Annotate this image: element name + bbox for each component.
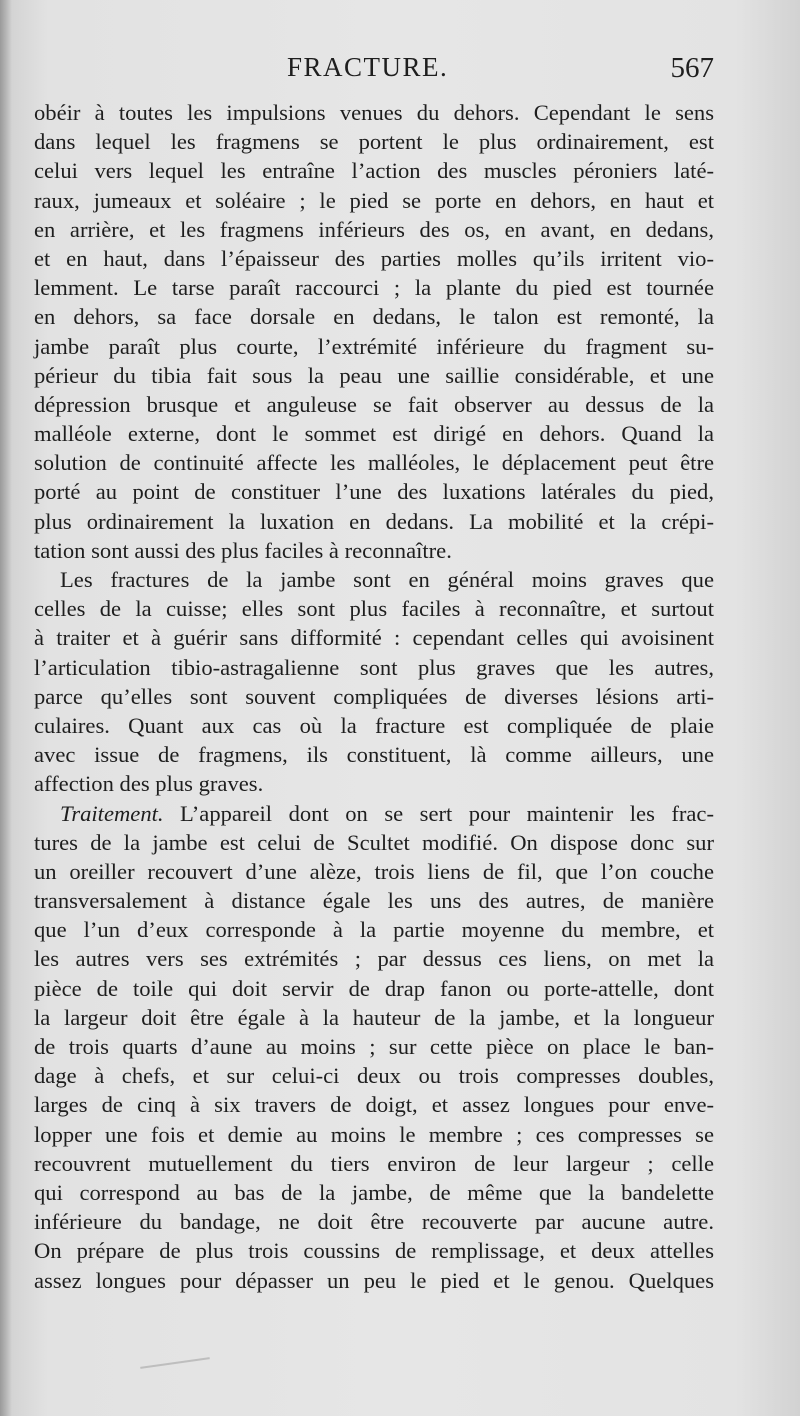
paragraph — [34, 565, 714, 799]
text-line: avec issue de fragmens, ils constituent, là comme ailleurs, une — [34, 742, 714, 768]
text-line: un oreiller recouvert d’une alèze, trois liens de fil, que l’on couche — [34, 858, 714, 884]
text-line: la largeur doit être égale à la hauteur de la jambe, et la longueur — [34, 1004, 714, 1030]
page-number: 567 — [670, 52, 714, 84]
text-line: dans lequel les fragmens se portent le plus ordinairement, est — [34, 129, 714, 155]
text-line: tures de la jambe est celui de Scultet modifié. On dispose donc sur — [34, 829, 714, 855]
text-line: larges de cinq à six travers de doigt, et assez longues pour enve- — [34, 1092, 714, 1118]
text-line: dépression brusque et anguleuse se fait observer au dessus de la — [34, 391, 714, 417]
paragraph — [34, 98, 714, 565]
text-line: recouvrent mutuellement du tiers environ de leur largeur ; celle — [34, 1150, 714, 1176]
text-line: qui correspond au bas de la jambe, de même que la bandelette — [34, 1179, 714, 1205]
running-title: FRACTURE. — [287, 52, 449, 82]
text-line: celui vers lequel les entraîne l’action des muscles péroniers laté- — [34, 158, 714, 184]
text-line: tation sont aussi des plus faciles à reconnaître. — [34, 537, 452, 563]
text-line: raux, jumeaux et soléaire ; le pied se porte en dehors, en haut et — [34, 187, 714, 213]
text-line: malléole externe, dont le sommet est dirigé en dehors. Quand la — [34, 421, 714, 447]
text-line: inférieure du bandage, ne doit être recouverte par aucune autre. — [34, 1209, 714, 1235]
text-line: culaires. Quant aux cas où la fracture est compliquée de plaie — [34, 712, 714, 738]
text-line: que l’un d’eux corresponde à la partie moyenne du membre, et — [34, 917, 714, 943]
body-text — [34, 98, 714, 1295]
text-line: parce qu’elles sont souvent compliquées de diverses lésions arti- — [34, 683, 714, 709]
text-line: Les fractures de la jambe sont en général moins graves que — [60, 567, 714, 592]
text-line: les autres vers ses extrémités ; par dessus ces liens, on met la — [34, 946, 714, 972]
text-line: On prépare de plus trois coussins de remplissage, et deux attelles — [34, 1238, 714, 1264]
page-header — [34, 52, 714, 92]
text-line: lemment. Le tarse paraît raccourci ; la plante du pied est tournée — [34, 275, 714, 301]
text-line: l’articulation tibio-astragalienne sont plus graves que les autres, — [34, 654, 714, 680]
text-line: solution de continuité affecte les malléoles, le déplacement peut être — [34, 450, 714, 476]
paragraph — [34, 799, 714, 1295]
text-line: plus ordinairement la luxation en dedans. La mobilité et la crépi- — [34, 508, 714, 534]
text-line: pièce de toile qui doit servir de drap fanon ou porte-attelle, dont — [34, 975, 714, 1001]
text-line — [34, 799, 714, 828]
line-text: L’appareil dont on se sert pour maintenir les frac- — [163, 800, 714, 826]
text-line: et en haut, dans l’épaisseur des parties molles qu’ils irritent vio- — [34, 245, 714, 271]
ink-mark — [140, 1357, 210, 1369]
text-line: périeur du tibia fait sous la peau une saillie considérable, et une — [34, 362, 714, 388]
section-label: Traitement. — [60, 800, 164, 826]
text-line: porté au point de constituer l’une des luxations latérales du pied, — [34, 479, 714, 505]
text-line: lopper une fois et demie au moins le membre ; ces compresses se — [34, 1121, 714, 1147]
text-line: jambe paraît plus courte, l’extrémité inférieure du fragment su- — [34, 333, 714, 359]
text-line: affection des plus graves. — [34, 771, 264, 797]
text-line: en dehors, sa face dorsale en dedans, le talon est remonté, la — [34, 304, 714, 330]
text-line: de trois quarts d’aune au moins ; sur cette pièce on place le ban- — [34, 1034, 714, 1059]
text-line: dage à chefs, et sur celui-ci deux ou trois compresses doubles, — [34, 1063, 714, 1089]
text-line: à traiter et à guérir sans difformité : cependant celles qui avoisinent — [34, 625, 714, 651]
text-line: en arrière, et les fragmens inférieurs des os, en avant, en dedans, — [34, 216, 714, 242]
text-line: transversalement à distance égale les uns des autres, de manière — [34, 888, 714, 914]
text-line: assez longues pour dépasser un peu le pied et le genou. Quelques — [34, 1267, 714, 1293]
text-line: celles de la cuisse; elles sont plus faciles à reconnaître, et surtout — [34, 596, 714, 622]
text-line: obéir à toutes les impulsions venues du dehors. Cependant le sens — [34, 100, 714, 125]
